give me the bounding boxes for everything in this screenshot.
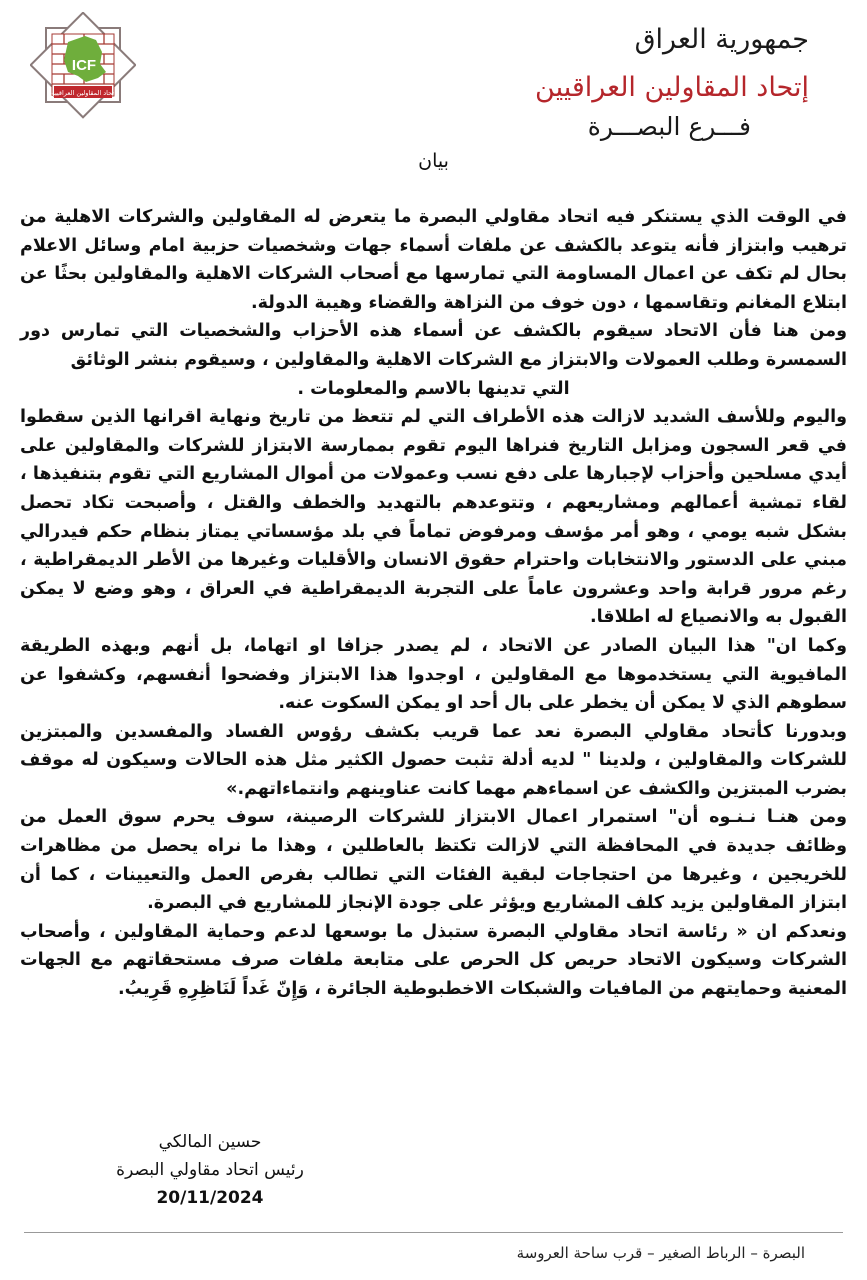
signatory-name: حسين المالكي <box>158 1132 262 1152</box>
country-name: جمهورية العراق <box>634 24 809 55</box>
paragraph: ومن هنـا نـنـوه أن" استمرار اعمال الابتزاز للشركات الرصينة، سوف يحرم سوق العمل من وظائف جديدة في المحافظة التي لازالت تكتظ بالعاطلين ، وهذا ما نراه يحصل من مظاهرات للخريجين ، وغيرها من احتجاجات لبقية الفئات التي تطالب بفرص العمل والتعيينات ، كما أن ابتزاز المقاولين يزيد كلف المشاريع ويؤثر على جودة الإنجاز للمشاريع في البصرة. <box>20 807 847 914</box>
branch-name: فـــرع البصـــرة <box>587 112 751 141</box>
statement-body <box>20 203 847 1004</box>
union-logo <box>30 12 136 120</box>
paragraph: في الوقت الذي يستنكر فيه اتحاد مقاولي البصرة ما يتعرض له المقاولين والشركات الاهلية من ترهيب وابتزاز فأنه يتوعد بالكشف عن ملفات أسماء جهات وشخصيات حزبية امام وسائل الاعلام بحال لم تكف عن اعمال المساومة التي تمارسها مع أصحاب الشركات الاهلية والمقاولين بحثًا عن ابتلاع المغانم وتقاسمها ، دون خوف من النزاهة والقضاء وهيبة الدولة. <box>20 207 847 313</box>
paragraph: واليوم وللأسف الشديد لازالت هذه الأطراف التي لم تتعظ من تاريخ ونهاية اقرانها الذين سقطوا في قعر السجون ومزابل التاريخ فنراها اليوم تقوم بممارسة الابتزاز للشركات والمقاولين على أيدي مسلحين وأحزاب لإجبارها على دفع نسب وعمولات من أموال المشاريع التي تقوم بتنفيذها ، لقاء تمشية أعمالهم ومشاريعهم ، وتتوعدهم بالتهديد والخطف والقتل ، وأصبحت تكاد تحصل بشكل شبه يومي ، وهو أمر مؤسف ومرفوض تماماً في بلد مؤسساتي يمتاز بنظام حكم فيدرالي مبني على الدستور والانتخابات واحترام حقوق الانسان والأقليات وغيرها من الأطر الديمقراطية ، رغم مرور قرابة واحد وعشرون عاماً على التجربة الديمقراطية في العراق ، وهو وضع لا يمكن القبول به والانصياع له اطلاقا. <box>20 407 847 628</box>
footer-address: البصرة – الرباط الصغير – قرب ساحة العروسة <box>516 1244 805 1262</box>
signatory-position: رئيس اتحاد مقاولي البصرة <box>116 1160 304 1180</box>
paragraph: التي تدينها بالاسم والمعلومات . <box>297 378 570 399</box>
paragraph: وكما ان" هذا البيان الصادر عن الاتحاد ، لم يصدر جزافا او اتهاما، بل أنهم وبهذه الطريقة المافيوية التي يستخدموها مع المقاولين ، اوجدوا هذا الابتزاز وفضحوا أنفسهم، وكشفوا عن سطوهم الذي لا يمكن أن يخطر على بال أحد او يمكن السكوت عنه. <box>20 635 847 714</box>
document-title: بيان <box>418 150 449 172</box>
footer-divider <box>24 1232 843 1233</box>
paragraph: ونعدكم ان « رئاسة اتحاد مقاولي البصرة ستبذل ما بوسعها لدعم وحماية المقاولين ، وأصحاب الشركات وسيكون الاتحاد حريص كل الحرص على متابعة ملفات صرف مستحقاتهم مع الجهات المعنية وحمايتهم من المافيات والشبكات الاخطبوطية الجائرة ، وَإِنّ غَداً لَنَاظِرِهِ قَرِيبُ. <box>20 921 847 1000</box>
signature-block <box>100 1128 320 1212</box>
statement-date: 20/11/2024 <box>156 1188 264 1208</box>
paragraph: وبدورنا كأتحاد مقاولي البصرة نعد عما قريب بكشف رؤوس الفساد والمفسدين والمبتزين للشركات والمقاولين ، ولدينا " لديه أدلة تثبت حصول الكثير مثل هذه الحالات وسيكون له موقف بضرب المبتزين والكشف عن اسماءهم مهما كانت عناوينهم وانتماءاتهم.» <box>20 721 847 799</box>
letterhead <box>535 20 809 144</box>
logo-caption: إتحاد المقاولين العراقيين <box>50 89 116 97</box>
logo-abbrev: ICF <box>71 57 97 74</box>
organization-name: إتحاد المقاولين العراقيين <box>535 72 809 103</box>
paragraph: ومن هنا فأن الاتحاد سيقوم بالكشف عن أسماء هذه الأحزاب والشخصيات التي تمارس دور السمسرة وطلب العمولات والابتزاز مع الشركات الاهلية والمقاولين ، وسيقوم بنشر الوثائق <box>20 321 847 370</box>
